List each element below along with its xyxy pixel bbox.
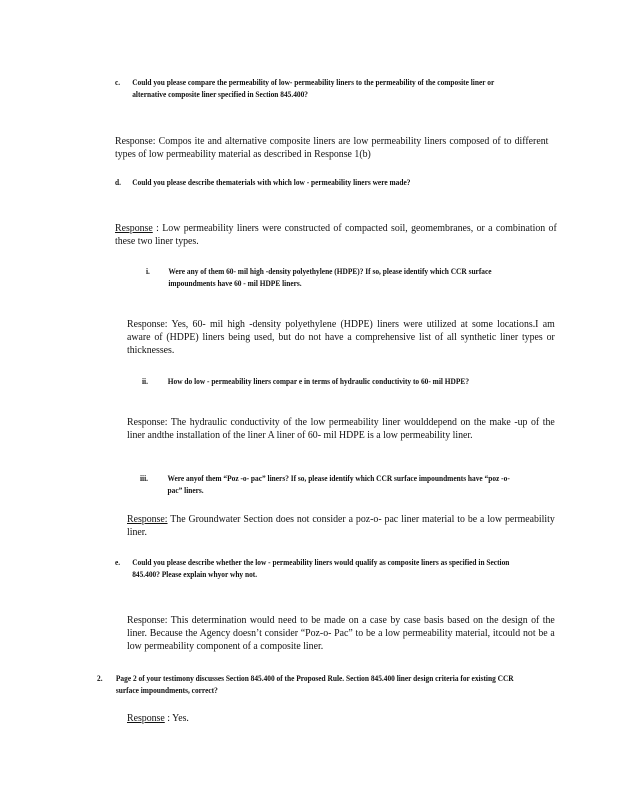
response-d-iii-text: The Groundwater Section does not consider a poz-o- pac liner material to be a low permeability liner. (127, 514, 555, 539)
response-d-ii (127, 416, 555, 442)
response-d-i (127, 318, 555, 358)
question-c-label: c. (115, 77, 121, 87)
question-d-iii (140, 472, 523, 496)
response-c (115, 135, 548, 161)
question-e-text: Could you please describe whether the low - permeability liners would qualify as composite liners as specified in Section 845.400? Please explain whyor why not. (132, 557, 510, 579)
response-d-text: : Low permeability liners were constructed of compacted soil, geomembranes, or a combination of these two liner types. (115, 223, 557, 248)
question-d-ii (142, 375, 525, 387)
question-d-iii-text: Were anyof them “Poz -o- pac” liners? If so, please identify which CCR surface impoundments have “poz -o- pac” liners. (167, 473, 510, 495)
response-d-i-text: Response: Yes, 60- mil high -density polyethylene (HDPE) liners were utilized at some locations.I am aware of (HDPE) liners being used, but do not have a comprehensive list of all synthetic liner types or thicknesses. (127, 319, 555, 357)
question-d-i-text: Were any of them 60- mil high -density polyethylene (HDPE)? If so, please identify which CCR surface impoundments have 60 - mil HDPE liners. (168, 266, 492, 288)
question-e (115, 556, 528, 580)
question-d-text: Could you please describe thematerials with which low - permeability liners were made? (132, 177, 411, 187)
response-2-text: : Yes. (167, 713, 189, 724)
response-e (127, 614, 555, 654)
response-c-label: Response: (115, 136, 156, 147)
question-d-iii-label: iii. (140, 473, 149, 483)
response-c-text: Compos ite and alternative composite liners are low permeability liners composed of to different types of low permeability material as described in Response 1(b) (115, 136, 549, 161)
response-d-iii-label: Response: (127, 514, 168, 525)
response-d-iii (127, 513, 555, 539)
question-2-label: 2. (97, 673, 103, 683)
question-d-i (146, 265, 529, 289)
question-d-ii-label: ii. (142, 376, 148, 386)
question-d (115, 176, 528, 188)
question-2-text: Page 2 of your testimony discusses Section 845.400 of the Proposed Rule. Section 845.400 liner design criteria for existing CCR surface impoundments, correct? (115, 673, 514, 695)
response-d-label: Response (115, 223, 153, 234)
question-2 (97, 672, 531, 696)
response-d (115, 222, 557, 248)
question-c-text: Could you please compare the permeability of low- permeability liners to the permeability of the composite liner or alternative composite liner specified in Section 845.400? (132, 77, 495, 99)
question-e-label: e. (115, 557, 121, 567)
response-e-text: Response: This determination would need to be made on a case by case basis based on the design of the liner. Because the Agency doesn’t consider “Poz-o- Pac” to be a low permeability material, itcould not be a low permeability component of a composite liner. (127, 615, 555, 653)
response-2-label: Response (127, 713, 165, 724)
response-2 (127, 712, 406, 725)
response-d-ii-text: Response: The hydraulic conductivity of the low permeability liner woulddepend on the make -up of the liner andthe installation of the liner A liner of 60- mil HDPE is a low permeability liner. (127, 417, 555, 442)
question-d-label: d. (115, 177, 121, 187)
question-d-ii-text: How do low - permeability liners compar e in terms of hydraulic conductivity to 60- mil HDPE? (167, 376, 470, 386)
question-c (115, 76, 528, 100)
question-d-i-label: i. (146, 266, 150, 276)
